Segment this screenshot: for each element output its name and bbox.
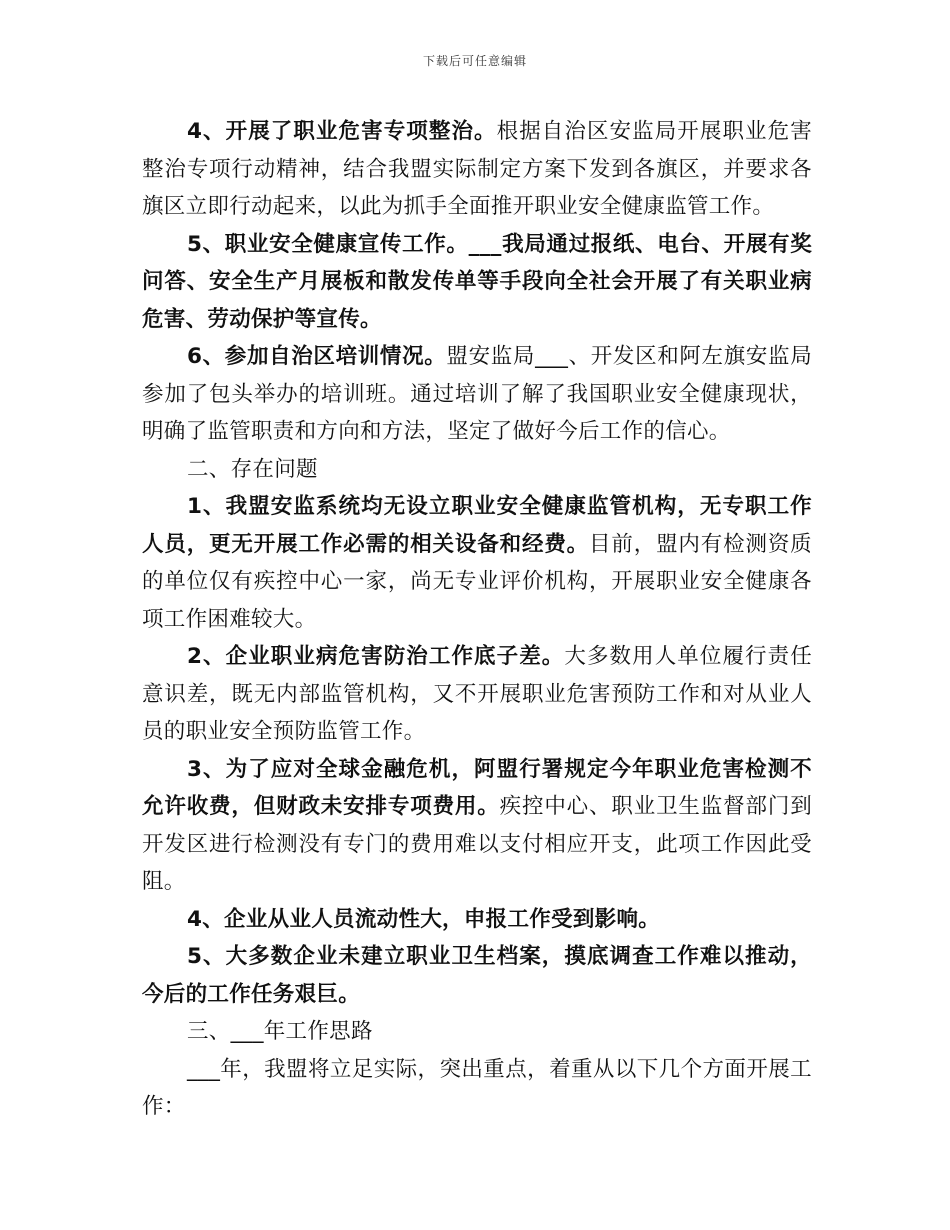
paragraph (142, 638, 812, 751)
paragraph (142, 1051, 812, 1126)
paragraph-text: 根据自治区安监局开展职业危害整治专项行动精神，结合我盟实际制定方案下发到各旗区，并要求各旗区立即行动起来，以此为抓手全面推开职业安全健康监管工作。 (142, 119, 812, 219)
section-heading-text: 三、___年工作思路 (187, 1019, 373, 1044)
paragraph-lead: 5、职业安全健康宣传工作。___我局通过报纸、电台、开展有奖问答、安全生产月展板和散发传单等手段向全社会开展了有关职业病危害、劳动保护等宣传。 (142, 231, 812, 332)
paragraph (142, 226, 812, 339)
paragraph (142, 338, 812, 451)
paragraph-text: 大多数用人单位履行责任意识差，既无内部监管机构，又不开展职业危害预防工作和对从业人员的职业安全预防监管工作。 (142, 644, 813, 744)
section-heading (142, 451, 812, 489)
paragraph (142, 113, 812, 226)
paragraph-lead: 4、企业从业人员流动性大，申报工作受到影响。 (187, 906, 661, 932)
paragraph-lead: 5、大多数企业未建立职业卫生档案，摸底调查工作难以推动，今后的工作任务艰巨。 (142, 944, 812, 1007)
section-heading (142, 1013, 812, 1051)
paragraph (142, 938, 812, 1013)
paragraph-text: ___年，我盟将立足实际，突出重点，着重从以下几个方面开展工作： (142, 1056, 812, 1119)
section-heading-text: 二、存在问题 (187, 456, 318, 482)
paragraph-text: 目前，盟内有检测资质的单位仅有疾控中心一家，尚无专业评价机构，开展职业安全健康各项工作困难较大。 (142, 531, 812, 632)
paragraph-lead: 1、我盟安监系统均无设立职业安全健康监管机构，无专职工作人员，更无开展工作必需的相关设备和经费。 (142, 494, 812, 557)
paragraph-lead: 6、参加自治区培训情况。 (187, 344, 447, 369)
paragraph-lead: 3、为了应对全球金融危机，阿盟行署规定今年职业危害检测不允许收费，但财政未安排专项费用。 (142, 756, 812, 819)
paragraph (142, 488, 812, 638)
paragraph-lead: 2、企业职业病危害防治工作底子差。 (187, 644, 565, 669)
page-header: 下载后可任意编辑 (422, 54, 527, 68)
paragraph (142, 901, 812, 939)
paragraph-lead: 4、开展了职业危害专项整治。 (187, 119, 497, 144)
paragraph (142, 751, 812, 901)
document-body (142, 113, 812, 1126)
paragraph-text: 盟安监局___、开发区和阿左旗安监局参加了包头举办的培训班。通过培训了解了我国职业安全健康现状，明确了监管职责和方向和方法，坚定了做好今后工作的信心。 (142, 344, 813, 444)
paragraph-text: 疾控中心、职业卫生监督部门到开发区进行检测没有专门的费用难以支付相应开支，此项工作因此受阻。 (142, 794, 812, 894)
